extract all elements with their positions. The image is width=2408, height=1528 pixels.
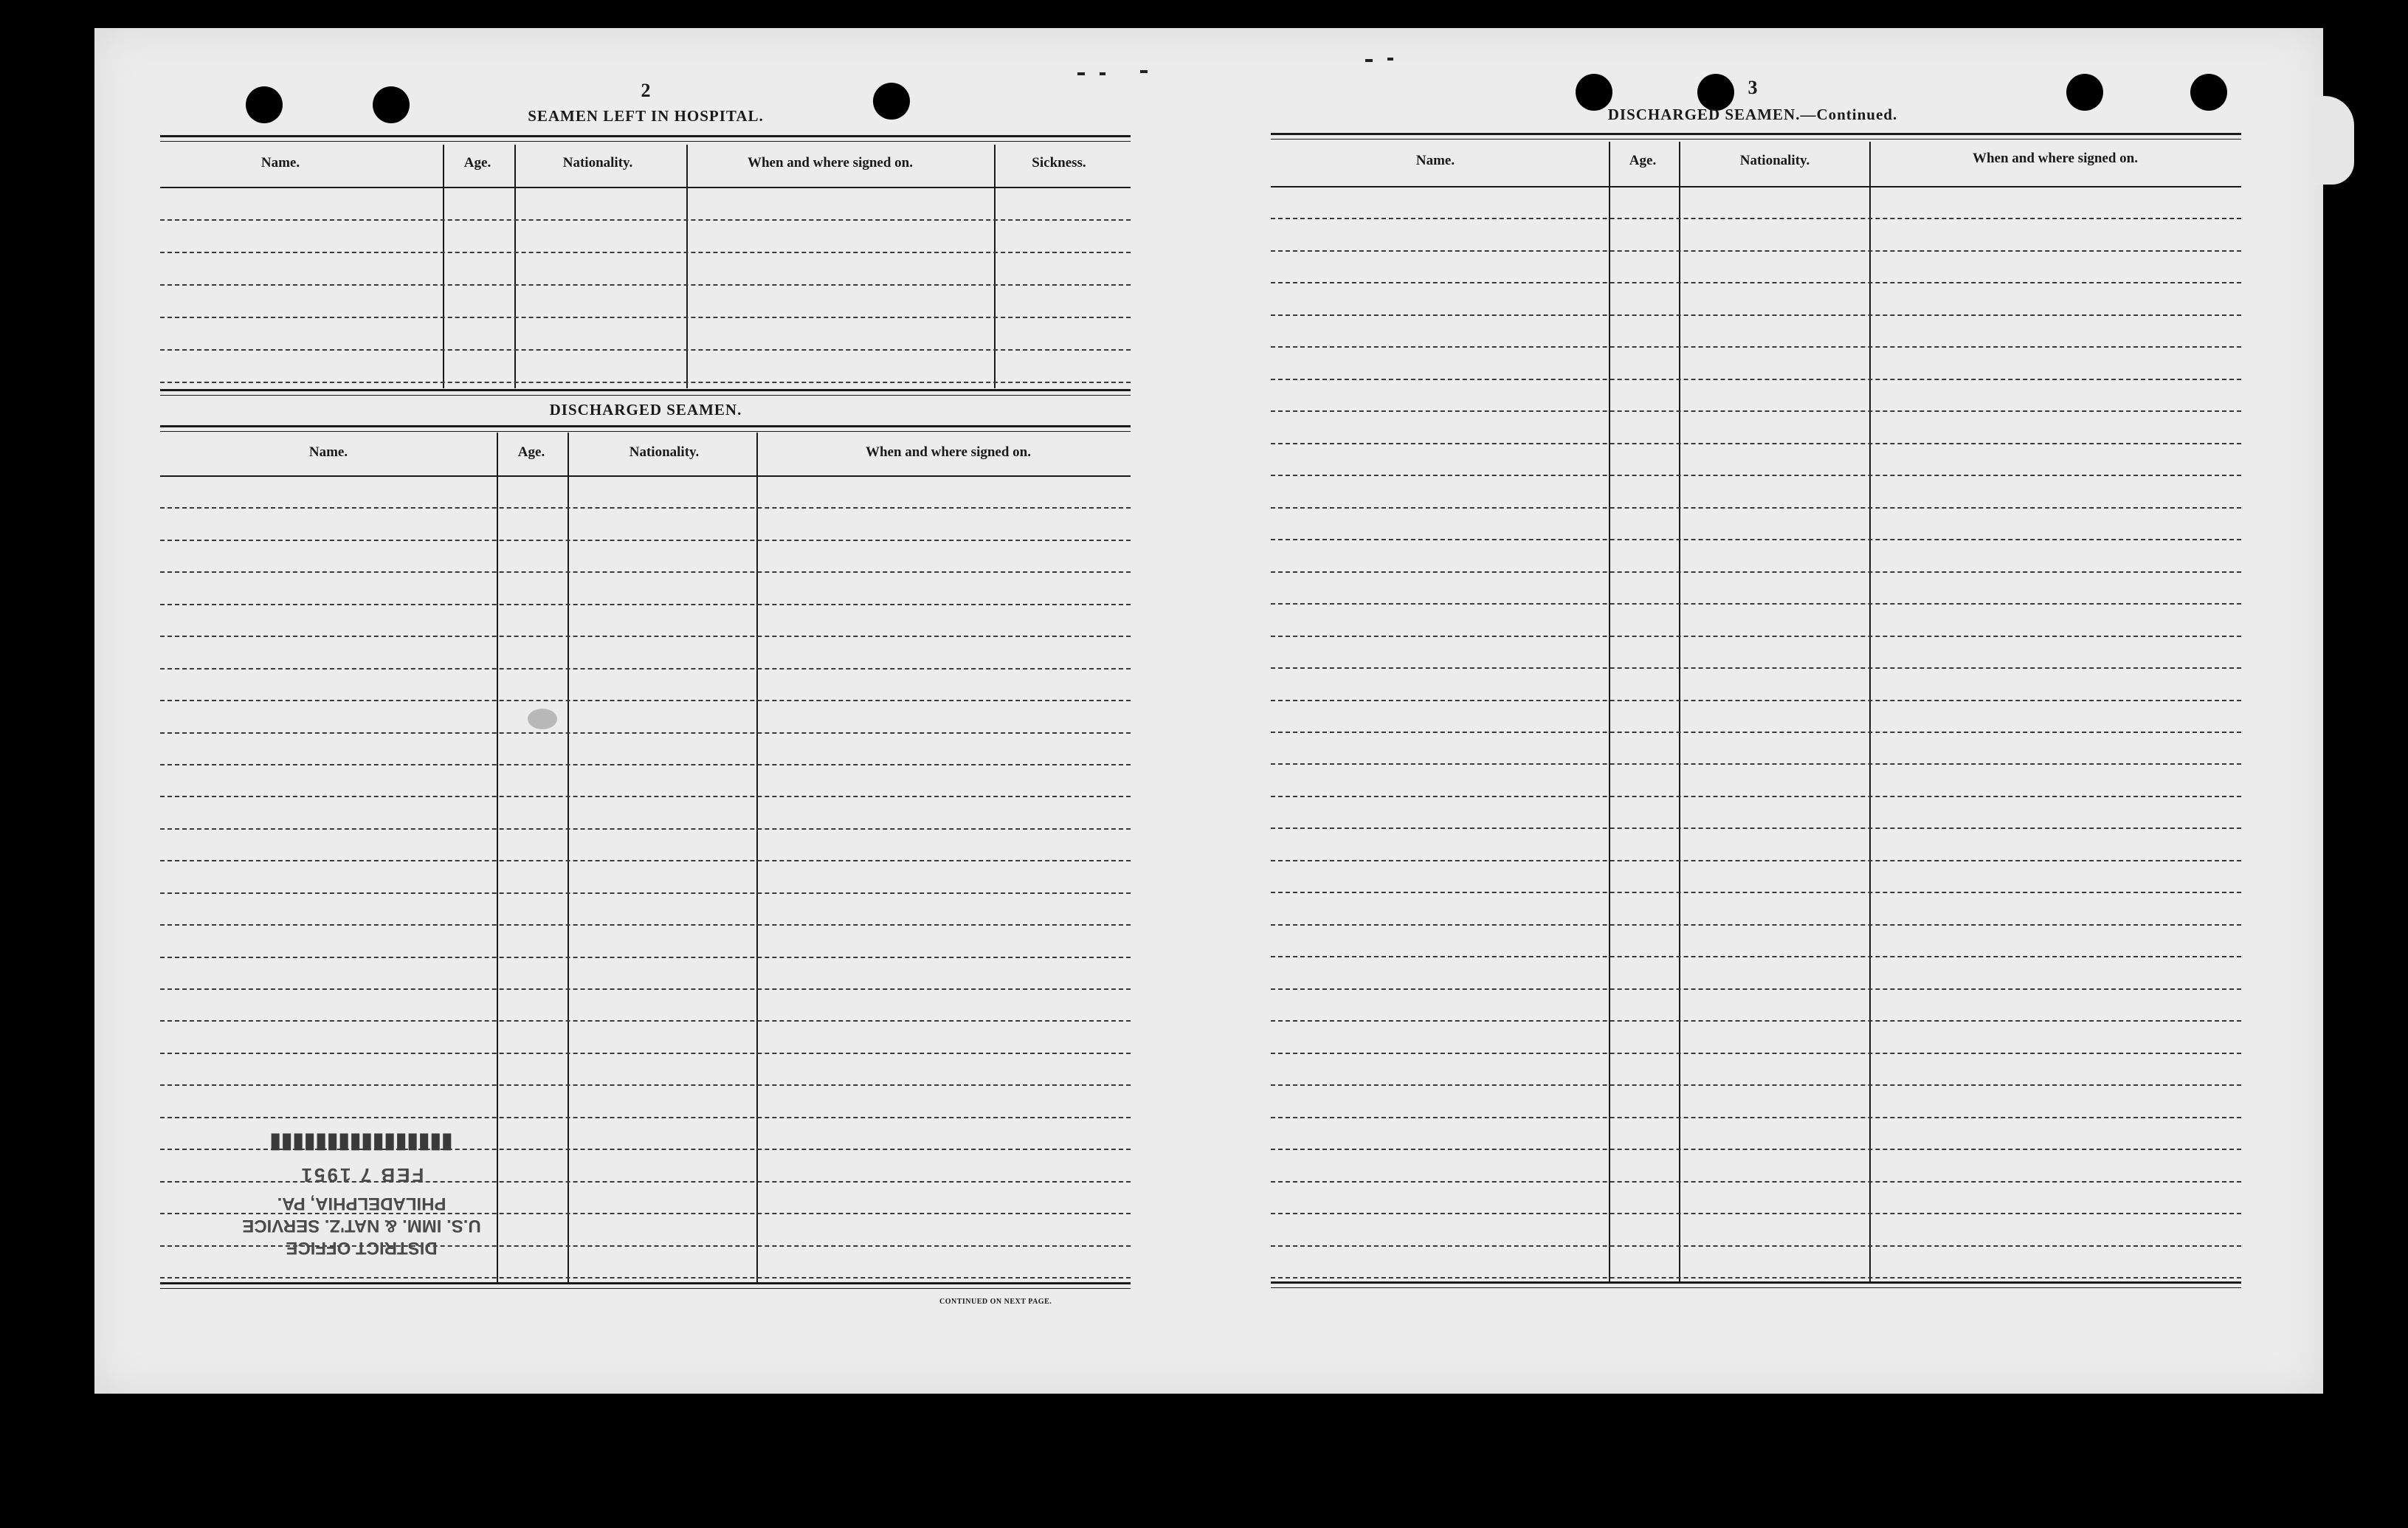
column-header-nationality: Nationality. — [629, 444, 700, 460]
column-divider — [567, 433, 569, 1284]
table-row — [160, 382, 1131, 383]
table-bottom-rule — [1271, 1281, 2241, 1288]
stamp-line: U.S. IMM. & NAT'Z. SERVICE — [242, 1216, 481, 1236]
table-row — [160, 860, 1131, 861]
table-row — [160, 988, 1131, 990]
ink-mark — [1140, 70, 1148, 73]
table-row — [1271, 1277, 2241, 1279]
table-row — [1271, 827, 2241, 829]
table-row — [1271, 763, 2241, 765]
ink-smudge — [528, 709, 557, 729]
column-divider — [1609, 142, 1610, 1283]
table-row — [1271, 410, 2241, 412]
table-row — [1271, 1053, 2241, 1054]
table-row — [1271, 571, 2241, 573]
table-row — [160, 957, 1131, 958]
column-header-sickness: Sickness. — [1032, 155, 1086, 171]
column-header-nationality: Nationality. — [1739, 153, 1810, 168]
table-row — [1271, 732, 2241, 733]
table-row — [160, 1053, 1131, 1054]
table-row — [160, 636, 1131, 637]
table-row — [1271, 443, 2241, 444]
header-underline — [160, 475, 1131, 477]
ink-mark — [1100, 72, 1105, 75]
table-row — [1271, 539, 2241, 540]
column-divider — [994, 145, 996, 388]
stamp-line: DISTRICT OFFICE — [286, 1238, 438, 1258]
column-divider — [686, 145, 688, 388]
table-top-rule — [160, 135, 1131, 142]
table-row — [1271, 988, 2241, 990]
table-row — [160, 732, 1131, 734]
table-row — [1271, 1149, 2241, 1150]
column-header-signed-on: When and where signed on. — [747, 155, 913, 171]
table-row — [160, 604, 1131, 605]
ink-mark — [1077, 72, 1085, 75]
table-row — [160, 1020, 1131, 1022]
column-divider — [1679, 142, 1680, 1283]
hospital-section-title: SEAMEN LEFT IN HOSPITAL. — [528, 107, 764, 125]
stamp-barcode: ▮▮▮▮▮▮▮▮▮▮▮▮▮▮▮▮ — [269, 1131, 454, 1155]
table-bottom-rule — [160, 1282, 1131, 1289]
table-row — [160, 540, 1131, 541]
header-underline — [1271, 186, 2241, 187]
table-row — [160, 349, 1131, 351]
punch-hole — [373, 86, 410, 123]
table-row — [1271, 1020, 2241, 1022]
table-row — [160, 668, 1131, 670]
table-row — [1271, 603, 2241, 605]
table-row — [1271, 636, 2241, 637]
table-row — [1271, 700, 2241, 701]
discharged-continued-title: DISCHARGED SEAMEN.—Continued. — [1607, 106, 1898, 123]
stamp-date: FEB 7 1951 — [299, 1164, 424, 1186]
table-row — [1271, 507, 2241, 509]
table-row — [1271, 796, 2241, 797]
table-row — [160, 507, 1131, 509]
table-row — [1271, 956, 2241, 957]
page-number-right: 3 — [1748, 77, 1758, 98]
header-underline — [160, 187, 1131, 188]
table-top-rule — [1271, 133, 2241, 140]
table-row — [1271, 475, 2241, 476]
torn-paper-edge — [2310, 96, 2354, 185]
table-row — [1271, 924, 2241, 926]
stamp-line: PHILADELPHIA, PA. — [277, 1194, 446, 1214]
column-divider — [756, 433, 758, 1284]
table-row — [160, 924, 1131, 926]
discharged-section-title: DISCHARGED SEAMEN. — [549, 401, 742, 419]
column-header-age: Age. — [1629, 153, 1657, 168]
table-row — [1271, 892, 2241, 893]
table-row — [160, 219, 1131, 221]
punch-hole — [2066, 74, 2103, 111]
column-header-name: Name. — [1415, 153, 1455, 168]
table-row — [1271, 1245, 2241, 1247]
continued-note: CONTINUED ON NEXT PAGE. — [939, 1298, 1052, 1306]
column-divider — [1869, 142, 1871, 1283]
ink-mark — [1387, 58, 1393, 61]
table-row — [1271, 1117, 2241, 1118]
table-row — [1271, 667, 2241, 669]
table-row — [1271, 1084, 2241, 1086]
column-divider — [514, 145, 516, 388]
office-stamp — [221, 1081, 502, 1259]
table-row — [160, 1277, 1131, 1279]
table-row — [1271, 314, 2241, 316]
table-row — [160, 796, 1131, 797]
column-divider — [443, 145, 444, 388]
table-row — [1271, 250, 2241, 252]
punch-hole — [246, 86, 283, 123]
ink-mark — [1365, 59, 1373, 62]
table-row — [1271, 282, 2241, 283]
table-row — [1271, 379, 2241, 380]
punch-hole — [873, 83, 910, 120]
table-row — [1271, 218, 2241, 219]
table-row — [160, 317, 1131, 318]
table-row — [160, 828, 1131, 830]
column-header-age: Age. — [463, 155, 491, 171]
table-row — [160, 700, 1131, 701]
table-row — [160, 284, 1131, 286]
table-row — [160, 571, 1131, 573]
table-bottom-rule — [160, 389, 1131, 396]
column-header-signed-on: When and where signed on. — [865, 444, 1031, 460]
column-header-signed-on: When and where signed on. — [1972, 151, 2138, 166]
punch-hole — [2190, 74, 2227, 111]
column-header-name: Name. — [308, 444, 348, 460]
table-row — [1271, 860, 2241, 861]
table-row — [160, 252, 1131, 253]
table-row — [160, 892, 1131, 894]
column-header-nationality: Nationality. — [562, 155, 633, 171]
column-header-name: Name. — [261, 155, 300, 171]
table-row — [160, 764, 1131, 765]
table-row — [1271, 1181, 2241, 1183]
table-top-rule — [160, 425, 1131, 432]
page-number-left: 2 — [641, 80, 651, 101]
table-row — [1271, 346, 2241, 348]
column-header-age: Age. — [517, 444, 545, 460]
table-row — [1271, 1213, 2241, 1214]
